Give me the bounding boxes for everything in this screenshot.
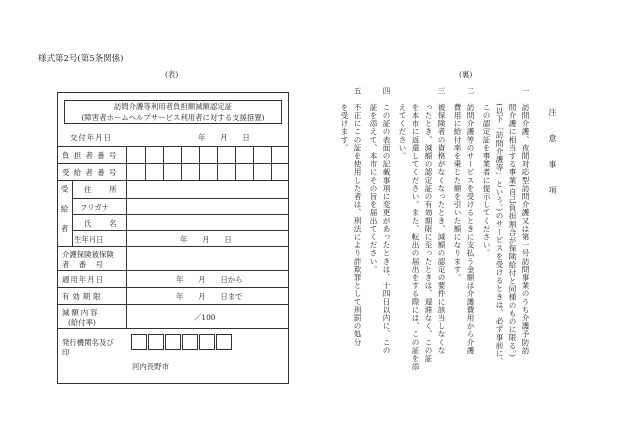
certificate-title-sub: (障害者ホームヘルプサービス利用者に対する支援措置) bbox=[81, 113, 265, 122]
front-label: (表) bbox=[165, 70, 179, 79]
note-line-8: ったとき、減額の認定証の有効期限に至ったときは、遅滞なく、この証 bbox=[424, 87, 433, 363]
note-line-13: 五 不正にこの証を使用した者は、刑法により詐欺罪として刑罰の処分 bbox=[353, 87, 362, 347]
note-line-7: 三 被保険者の資格がなくなったとき、減額の認定の要件に該当しなくな bbox=[437, 87, 446, 355]
applicable-date-value: 年 月 日から bbox=[176, 275, 243, 284]
care-insurance-label-1: 介護保険被保険 bbox=[62, 250, 114, 259]
notes-title: 注 意 事 項 bbox=[548, 108, 557, 199]
note-line-14: を受けます。 bbox=[340, 87, 349, 152]
valid-period-row bbox=[58, 287, 288, 304]
note-line-11: 四 この証の表面の記載事項に変更があったときは、十四日以内に、この bbox=[382, 87, 391, 355]
recipient-number-row bbox=[58, 163, 288, 180]
note-line-4: この認定証を事業者に提示してください。 bbox=[482, 87, 491, 258]
care-insurance-label-2: 者 番 号 bbox=[62, 260, 104, 269]
note-line-6: 費用に給付率を乗じた額を引いた額になります。 bbox=[453, 87, 462, 282]
address-label: 住 所 bbox=[84, 185, 118, 194]
applicable-date-label: 適用年月日 bbox=[62, 275, 104, 284]
recipient-group bbox=[58, 180, 288, 246]
issue-date-value: 年 月 日 bbox=[198, 133, 250, 142]
insured-number-label: 負 担 者 番 号 bbox=[62, 151, 118, 160]
issuer-row bbox=[58, 328, 288, 383]
certificate-title bbox=[64, 100, 282, 124]
recipient-group-label: 受給者 bbox=[60, 185, 69, 244]
name-label: 氏 名 bbox=[84, 219, 118, 228]
note-line-10: えてください。 bbox=[398, 87, 407, 160]
reduction-row bbox=[58, 304, 288, 328]
note-line-2: 問介護に相当する事業(自己負担割合が保険給付と同様のものに限る。) bbox=[508, 87, 517, 358]
reduction-label-2: (給付率) bbox=[68, 318, 96, 327]
back-label: (裏) bbox=[459, 70, 473, 79]
birth-date-value: 年 月 日 bbox=[180, 235, 232, 244]
note-line-12: 証を添えて、本市にその旨を届出てください。 bbox=[369, 87, 378, 274]
issuer-name: 河内長野市 bbox=[132, 362, 169, 371]
note-line-1: 一 訪問介護、夜間対応型訪問介護又は第一号訪問事業のうち介護予防訪 bbox=[521, 87, 530, 355]
care-insurance-row bbox=[58, 246, 288, 270]
applicable-date-row bbox=[58, 270, 288, 287]
birth-date-label: 生年月日 bbox=[74, 235, 104, 244]
reduction-value: ／100 bbox=[194, 313, 216, 322]
furigana-label: フリガナ bbox=[80, 203, 110, 212]
insured-number-row bbox=[58, 146, 288, 163]
issue-date-row bbox=[58, 129, 288, 146]
reduction-label-1: 減額内容 bbox=[62, 308, 100, 317]
valid-period-value: 年 月 日まで bbox=[176, 292, 243, 301]
valid-period-label: 有効期限 bbox=[62, 292, 104, 301]
certificate-front bbox=[57, 92, 289, 384]
note-line-5: 二 訪問介護等のサービスを受けるときに支払う金額は介護費用から介護 bbox=[466, 87, 475, 355]
issuer-label-2: 印 bbox=[62, 348, 71, 357]
certificate-title-main: 訪問介護等利用者負担額減額認定証 bbox=[113, 102, 233, 111]
issuer-label-1: 発行機関名及び bbox=[62, 338, 114, 347]
recipient-number-label: 受 給 者 番 号 bbox=[62, 168, 118, 177]
form-number: 様式第2号(第5条関係) bbox=[38, 54, 124, 64]
issue-date-label: 交付年月日 bbox=[70, 133, 112, 142]
note-line-3: (以下「訪問介護等」という。)のサービスを受けるときは、必ず事前に、 bbox=[495, 87, 504, 366]
note-line-9: を本市に返還してください。また、転出の届出をする際には、この証を添 bbox=[411, 87, 420, 371]
